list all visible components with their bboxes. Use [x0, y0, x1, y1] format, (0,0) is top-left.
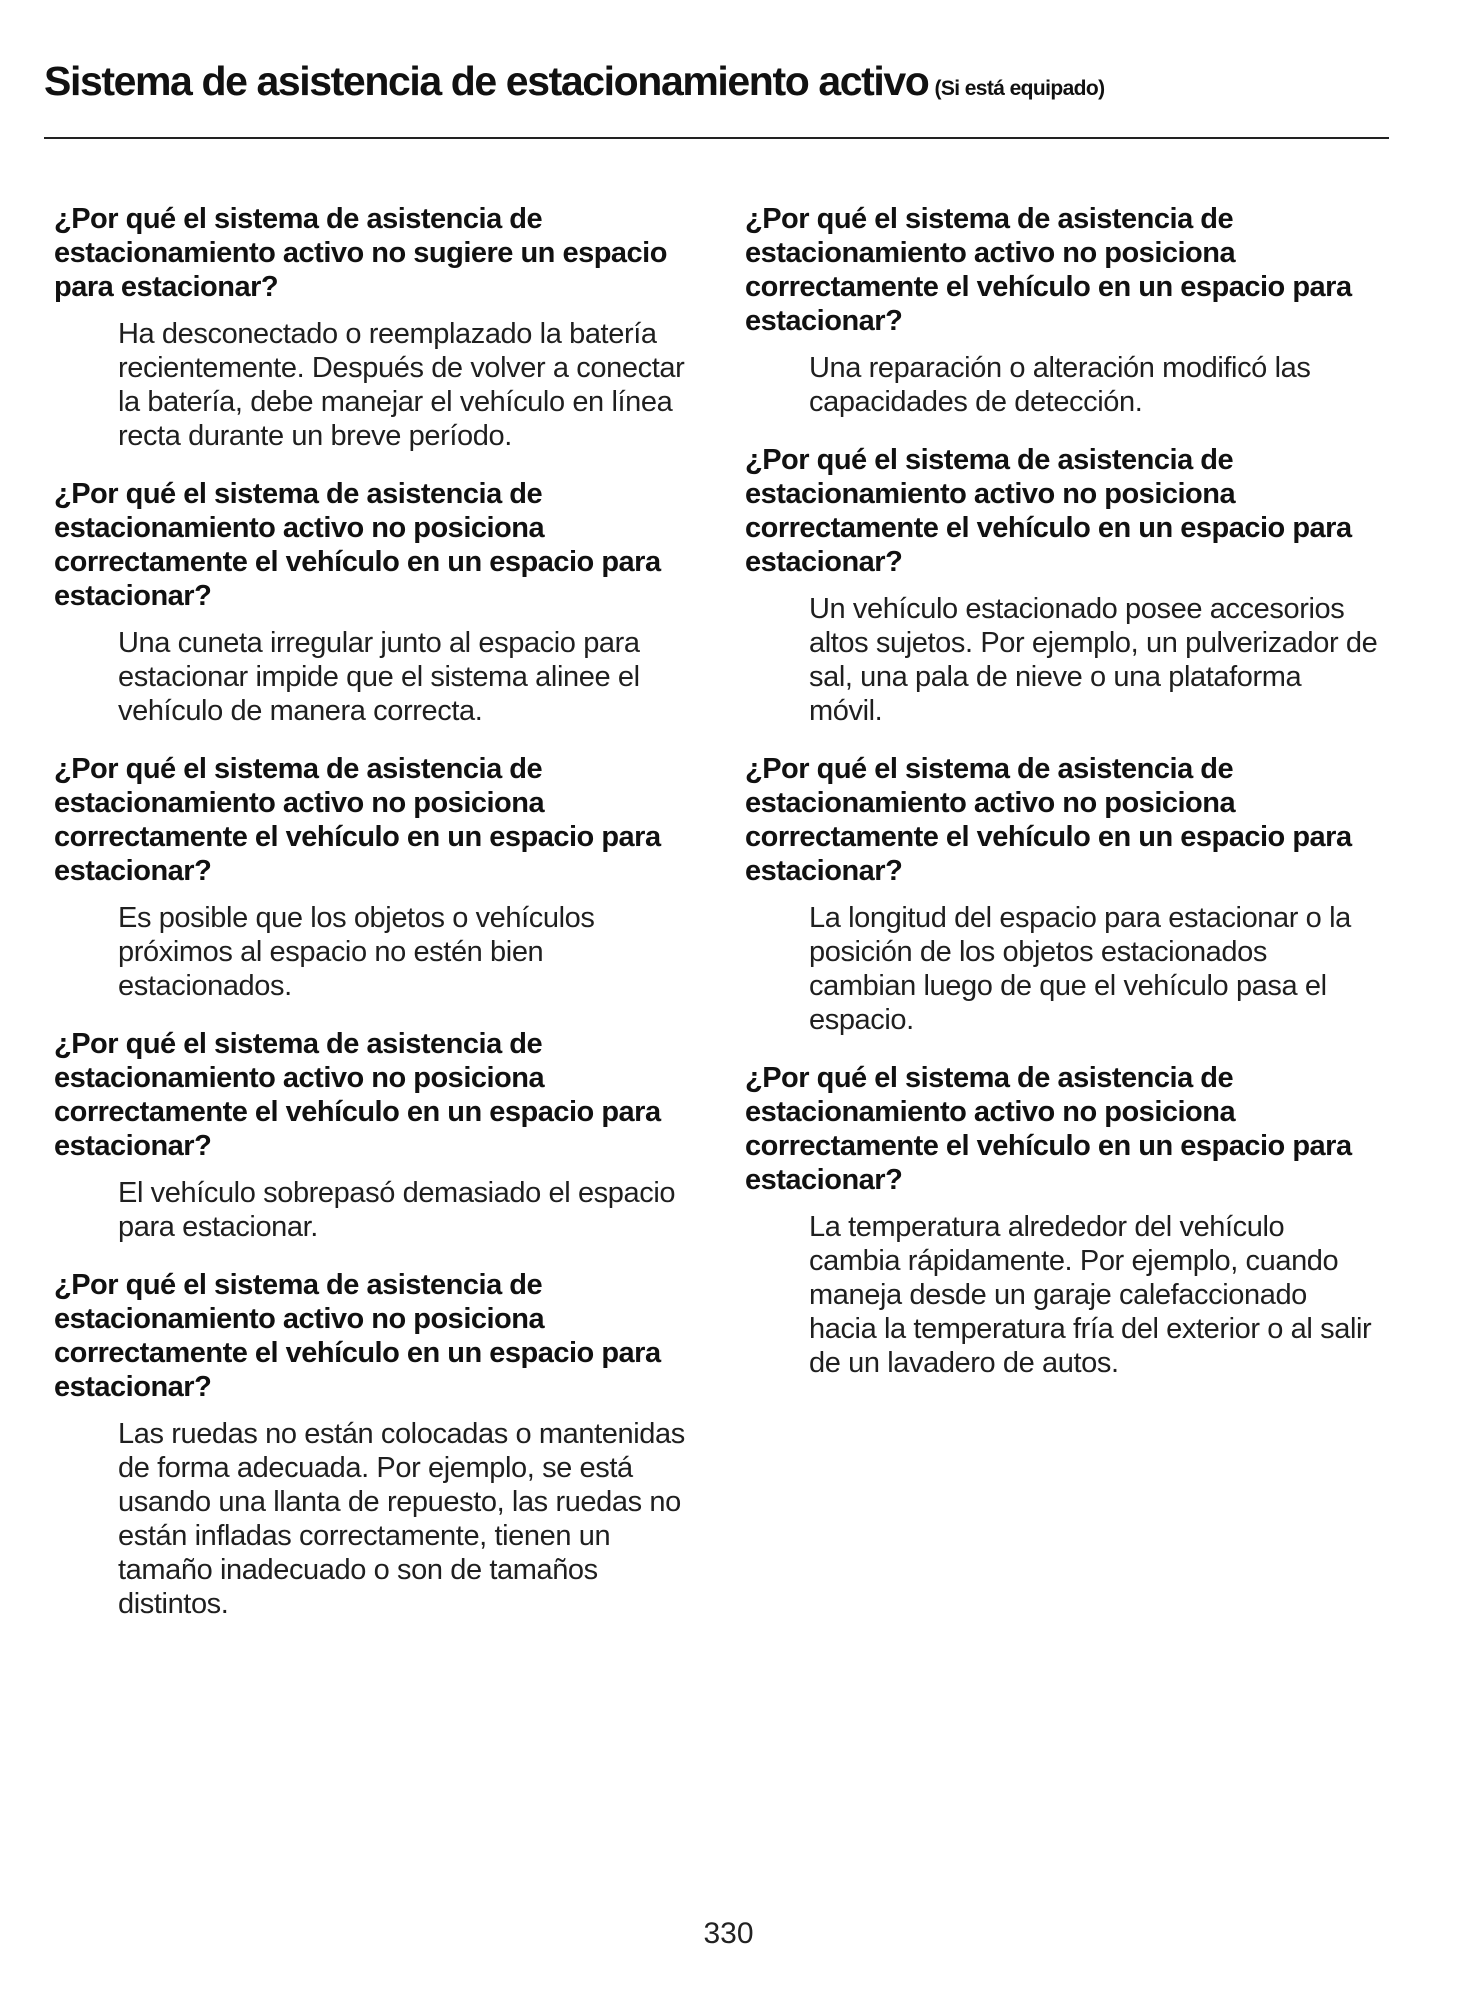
qa-item	[745, 443, 1385, 728]
qa-item	[745, 1061, 1385, 1380]
answer-text: La longitud del espacio para estacionar o la posición de los objetos estacionados cambian luego de que el vehículo pasa el espacio.	[809, 902, 1351, 1036]
question-heading: ¿Por qué el sistema de asistencia de estacionamiento activo no posiciona correctamente el vehículo en un espacio para estacionar?	[745, 203, 1352, 337]
answer-text: Las ruedas no están colocadas o mantenidas de forma adecuada. Por ejemplo, se está usando una llanta de repuesto, las ruedas no están infladas correctamente, tienen un tamaño inadecuado o son de tamaños distintos.	[118, 1418, 685, 1620]
qa-item	[54, 1268, 694, 1621]
question-heading: ¿Por qué el sistema de asistencia de estacionamiento activo no posiciona correctamente el vehículo en un espacio para estacionar?	[54, 1028, 661, 1162]
answer-text: La temperatura alrededor del vehículo cambia rápidamente. Por ejemplo, cuando maneja desde un garaje calefaccionado hacia la temperatura fría del exterior o al salir de un lavadero de autos.	[809, 1211, 1372, 1379]
answer-text: Una cuneta irregular junto al espacio para estacionar impide que el sistema alinee el vehículo de manera correcta.	[118, 627, 640, 727]
answer-text: Un vehículo estacionado posee accesorios altos sujetos. Por ejemplo, un pulverizador de sal, una pala de nieve o una plataforma móvil.	[809, 593, 1378, 727]
question-heading: ¿Por qué el sistema de asistencia de estacionamiento activo no posiciona correctamente el vehículo en un espacio para estacionar?	[54, 478, 661, 612]
qa-item	[745, 202, 1385, 419]
page-title: Sistema de asistencia de estacionamiento activo	[44, 58, 929, 104]
question-heading: ¿Por qué el sistema de asistencia de estacionamiento activo no posiciona correctamente el vehículo en un espacio para estacionar?	[745, 753, 1352, 887]
answer-text: Ha desconectado o reemplazado la batería recientemente. Después de volver a conectar la batería, debe manejar el vehículo en línea recta durante un breve período.	[118, 318, 685, 452]
page-number: 330	[703, 1917, 754, 1950]
right-column	[745, 202, 1385, 1404]
qa-item	[745, 752, 1385, 1037]
qa-item	[54, 752, 694, 1003]
page-subtitle: (Si está equipado)	[934, 77, 1105, 100]
qa-item	[54, 202, 694, 453]
header-divider	[44, 137, 1389, 139]
answer-text: Es posible que los objetos o vehículos próximos al espacio no estén bien estacionados.	[118, 902, 595, 1002]
answer-text: Una reparación o alteración modificó las capacidades de detección.	[809, 352, 1311, 418]
page-header	[44, 58, 1389, 105]
question-heading: ¿Por qué el sistema de asistencia de estacionamiento activo no posiciona correctamente el vehículo en un espacio para estacionar?	[54, 753, 661, 887]
question-heading: ¿Por qué el sistema de asistencia de estacionamiento activo no posiciona correctamente el vehículo en un espacio para estacionar?	[54, 1269, 661, 1403]
qa-item	[54, 477, 694, 728]
question-heading: ¿Por qué el sistema de asistencia de estacionamiento activo no posiciona correctamente el vehículo en un espacio para estacionar?	[745, 444, 1352, 578]
left-column	[54, 202, 694, 1645]
qa-item	[54, 1027, 694, 1244]
question-heading: ¿Por qué el sistema de asistencia de estacionamiento activo no sugiere un espacio para estacionar?	[54, 203, 667, 303]
question-heading: ¿Por qué el sistema de asistencia de estacionamiento activo no posiciona correctamente el vehículo en un espacio para estacionar?	[745, 1062, 1352, 1196]
answer-text: El vehículo sobrepasó demasiado el espacio para estacionar.	[118, 1177, 676, 1243]
